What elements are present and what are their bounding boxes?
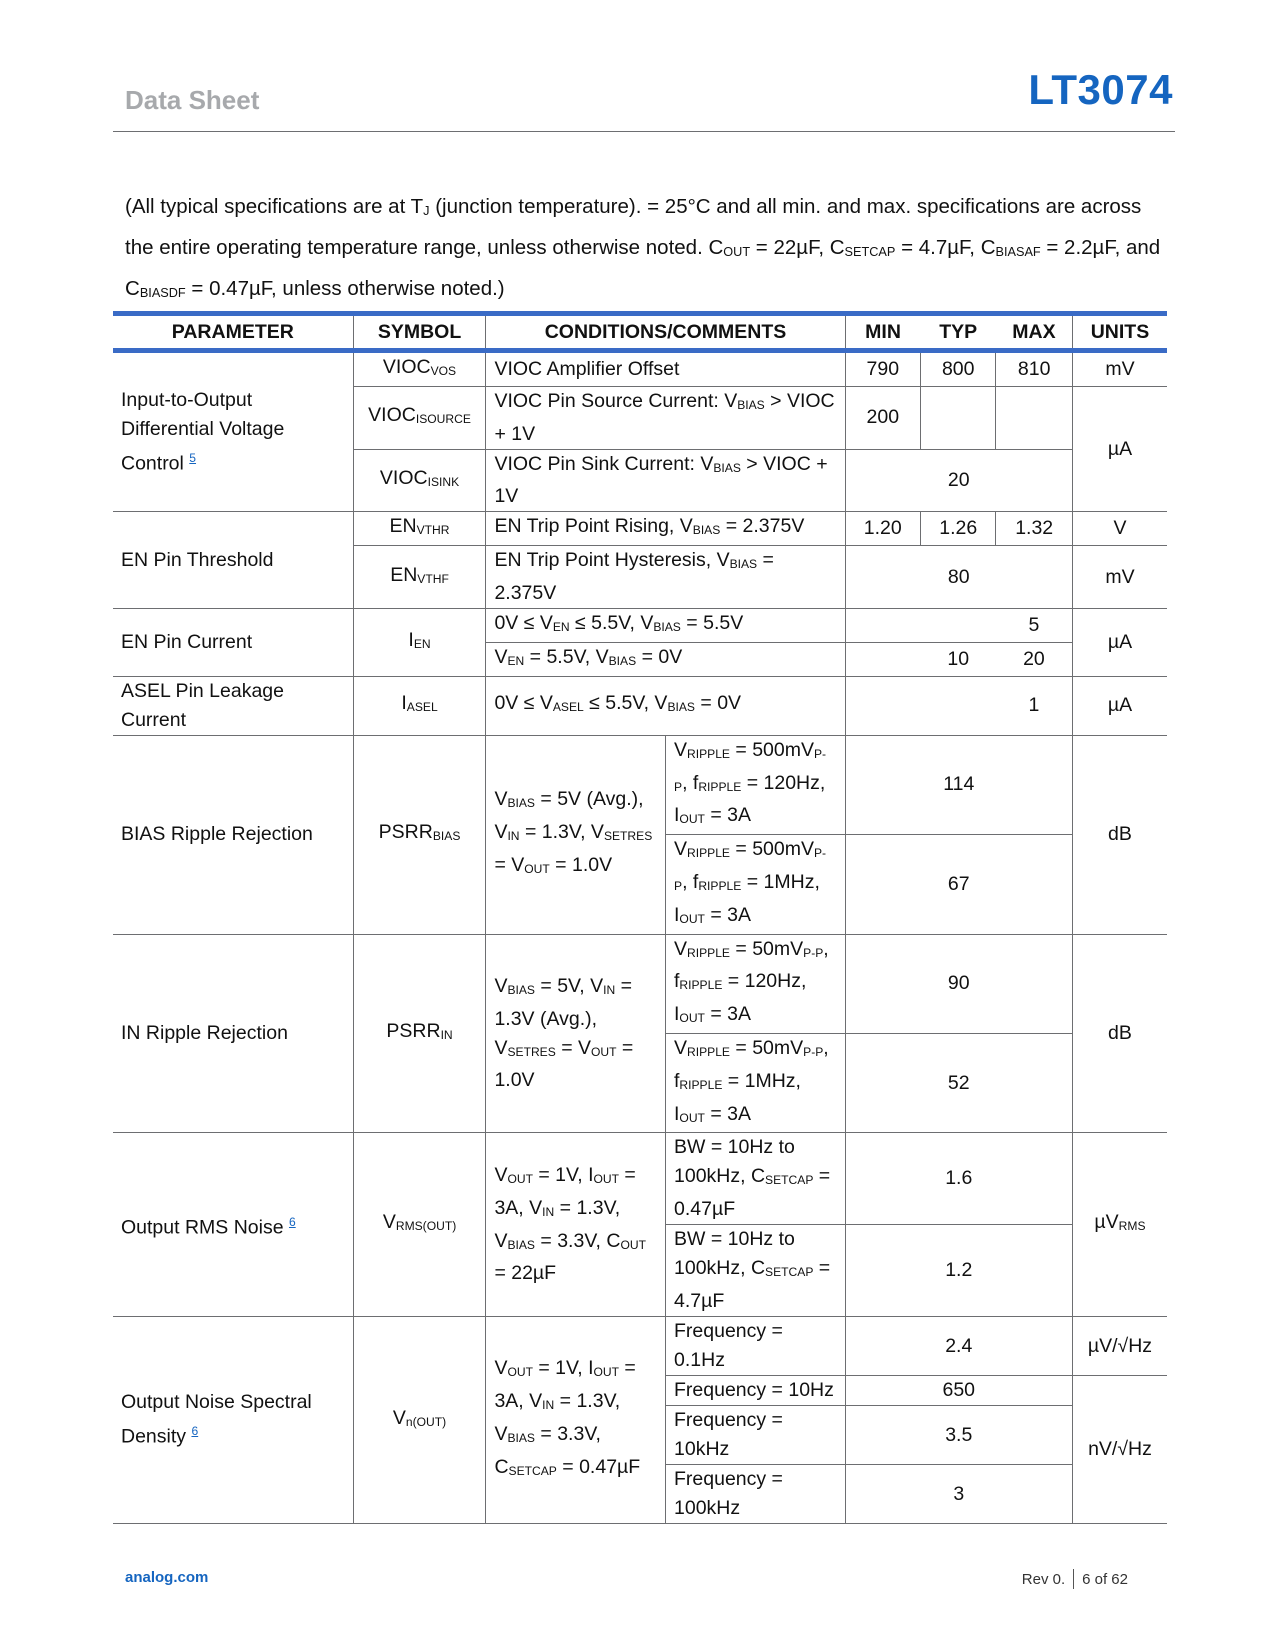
unit-cell: dB [1072, 735, 1167, 934]
subcondition-cell: $V_{RIPPLE} = 50mV_{P-P}$, $f_{RIPPLE} = 120Hz$, $I_{OUT} = 3A$ [666, 934, 846, 1033]
col-min: MIN [845, 314, 920, 351]
max-value: 1.32 [996, 512, 1073, 546]
typ-value: 1.2 [845, 1225, 1072, 1317]
param-bias-ripple: BIAS Ripple Rejection [113, 735, 353, 934]
table-row [113, 351, 1167, 387]
param-noise-density: Output Noise Spectral Density $^6$ [113, 1317, 353, 1524]
table-row [113, 934, 1167, 1033]
typ-value: 3 [845, 1465, 1072, 1524]
param-en-current: EN Pin Current [113, 609, 353, 677]
symbol-cell: $VIOC_{ISINK}$ [353, 449, 486, 512]
symbol-cell: $VIOC_{VOS}$ [353, 351, 486, 387]
symbol-cell: $I_{EN}$ [353, 609, 486, 677]
min-value: 790 [845, 351, 920, 387]
condition-cell: VIOC Amplifier Offset [486, 351, 845, 387]
typ-value [921, 386, 996, 449]
typ-value: 20 [845, 449, 1072, 512]
table-header-row [113, 314, 1167, 351]
symbol-cell: $EN_{VTHF}$ [353, 546, 486, 609]
subcondition-cell: $V_{RIPPLE} = 500mV_{P-P}$, $f_{RIPPLE} = 1MHz$, $I_{OUT} = 3A$ [666, 835, 846, 934]
typ-value: 1.6 [845, 1133, 1072, 1225]
symbol-cell: $PSRR_{BIAS}$ [353, 735, 486, 934]
footnote-link-6[interactable]: 6 [191, 1424, 199, 1439]
table-row [113, 676, 1167, 735]
col-max: MAX [996, 314, 1073, 351]
unit-cell: mV [1072, 351, 1167, 387]
table-row [113, 1317, 1167, 1376]
symbol-cell: $EN_{VTHR}$ [353, 512, 486, 546]
param-in-ripple: IN Ripple Rejection [113, 934, 353, 1133]
condition-cell: EN Trip Point Hysteresis, $V_{BIAS} = 2.375V$ [486, 546, 845, 609]
typ-value: 3.5 [845, 1406, 1072, 1465]
unit-cell: µV/√Hz [1072, 1317, 1167, 1376]
subcondition-cell: Frequency = 10kHz [666, 1406, 846, 1465]
symbol-cell: $I_{ASEL}$ [353, 676, 486, 735]
condition-cell: $V_{OUT} = 1V$, $I_{OUT} = 3A$, $V_{IN} = 1.3V$, $V_{BIAS} = 3.3V$, $C_{OUT} = 22\mu F$ [486, 1133, 666, 1317]
param-en-threshold: EN Pin Threshold [113, 512, 353, 609]
col-symbol: SYMBOL [353, 314, 486, 351]
condition-cell: EN Trip Point Rising, $V_{BIAS} = 2.375V$ [486, 512, 845, 546]
typ-value [921, 676, 996, 735]
max-value: 1 [996, 676, 1073, 735]
page-number: 6 of 62 [1082, 1571, 1128, 1588]
typ-value [921, 609, 996, 643]
param-rms-noise: Output RMS Noise $^6$ [113, 1133, 353, 1317]
subcondition-cell: BW = 10Hz to 100kHz, $C_{SETCAP} = 0.47\mu F$ [666, 1133, 846, 1225]
unit-cell: µA [1072, 676, 1167, 735]
subcondition-cell: Frequency = 10Hz [666, 1376, 846, 1406]
intro-paragraph: (All typical specifications are at $T_J$ (junction temperature). = 25°C and all min. and max. specifications are across the entire operating temperature range, unless otherwise noted. $C_{OUT} = 22\mu F$, $C_{SETCAP} = 4.7\mu F$, $C_{BIASAF} = 2.2\mu F$, and $C_{BIASDF} = 0.47\mu F$, unless otherwise noted.) [125, 195, 1161, 300]
subcondition-cell: Frequency = 100kHz [666, 1465, 846, 1524]
typ-value: 90 [845, 934, 1072, 1033]
subcondition-cell: $V_{RIPPLE} = 500mV_{P-P}$, $f_{RIPPLE} = 120Hz$, $I_{OUT} = 3A$ [666, 735, 846, 834]
table-row [113, 512, 1167, 546]
typ-value: 650 [845, 1376, 1072, 1406]
typ-value: 67 [845, 835, 1072, 934]
typ-value: 1.26 [921, 512, 996, 546]
symbol-cell: $PSRR_{IN}$ [353, 934, 486, 1133]
table-row [113, 1133, 1167, 1225]
unit-cell: mV [1072, 546, 1167, 609]
typ-value: 52 [845, 1034, 1072, 1133]
max-value [996, 386, 1073, 449]
header-divider [113, 131, 1175, 132]
col-units: UNITS [1072, 314, 1167, 351]
footer-website-link[interactable]: analog.com [125, 1569, 209, 1586]
table-row [113, 609, 1167, 643]
condition-cell: $0V \le V_{EN} \le 5.5V$, $V_{BIAS} = 5.5V$ [486, 609, 845, 643]
col-parameter: PARAMETER [113, 314, 353, 351]
typ-value: 80 [845, 546, 1072, 609]
min-value [845, 609, 920, 643]
max-value: 5 [996, 609, 1073, 643]
revision: Rev 0. [1021, 1571, 1066, 1588]
min-value: 1.20 [845, 512, 920, 546]
max-value: 20 [996, 642, 1073, 676]
max-value: 810 [996, 351, 1073, 387]
min-value [845, 642, 920, 676]
unit-cell: nV/√Hz [1072, 1376, 1167, 1524]
subcondition-cell: BW = 10Hz to 100kHz, $C_{SETCAP} = 4.7\mu F$ [666, 1225, 846, 1317]
param-vioc: Input-to-Output Differential Voltage Control $^5$ [113, 351, 353, 512]
header-part-number: LT3074 [1028, 66, 1173, 113]
condition-cell: VIOC Pin Sink Current: $V_{BIAS}$ > VIOC + 1V [486, 449, 845, 512]
typ-value: 10 [921, 642, 996, 676]
spec-table [113, 311, 1167, 1524]
subcondition-cell: Frequency = 0.1Hz [666, 1317, 846, 1376]
condition-cell: $0V \le V_{ASEL} \le 5.5V$, $V_{BIAS} = 0V$ [486, 676, 845, 735]
condition-cell: $V_{OUT} = 1V$, $I_{OUT} = 3A$, $V_{IN} = 1.3V$, $V_{BIAS} = 3.3V$, $C_{SETCAP} = 0.47\mu F$ [486, 1317, 666, 1524]
unit-cell: µA [1072, 386, 1167, 512]
condition-cell: $V_{BIAS} = 5V$, $V_{IN} = 1.3V$ (Avg.), $V_{SETRES} = V_{OUT} = 1.0V$ [486, 934, 666, 1133]
symbol-cell: $V_{n(OUT)}$ [353, 1317, 486, 1524]
header-doc-type: Data Sheet [125, 85, 260, 115]
footer-page-info [1022, 1569, 1128, 1589]
footnote-link-6[interactable]: 6 [288, 1214, 296, 1229]
unit-cell: V [1072, 512, 1167, 546]
symbol-cell: $VIOC_{ISOURCE}$ [353, 386, 486, 449]
typ-value: 114 [845, 735, 1072, 834]
condition-cell: VIOC Pin Source Current: $V_{BIAS}$ > VIOC + 1V [486, 386, 845, 449]
footer-separator [1073, 1569, 1074, 1589]
min-value: 200 [845, 386, 920, 449]
condition-cell: $V_{BIAS} = 5V$ (Avg.), $V_{IN} = 1.3V$, $V_{SETRES} = V_{OUT} = 1.0V$ [486, 735, 666, 934]
unit-cell: µV$_{RMS}$ [1072, 1133, 1167, 1317]
param-asel: ASEL Pin Leakage Current [113, 676, 353, 735]
footnote-link-5[interactable]: 5 [189, 450, 197, 465]
typ-value: 2.4 [845, 1317, 1072, 1376]
unit-cell: dB [1072, 934, 1167, 1133]
condition-cell: $V_{EN} = 5.5V$, $V_{BIAS} = 0V$ [486, 642, 845, 676]
col-conditions: CONDITIONS/COMMENTS [486, 314, 845, 351]
table-row [113, 735, 1167, 834]
unit-cell: µA [1072, 609, 1167, 677]
symbol-cell: $V_{RMS(OUT)}$ [353, 1133, 486, 1317]
subcondition-cell: $V_{RIPPLE} = 50mV_{P-P}$, $f_{RIPPLE} = 1MHz$, $I_{OUT} = 3A$ [666, 1034, 846, 1133]
min-value [845, 676, 920, 735]
col-typ: TYP [921, 314, 996, 351]
typ-value: 800 [921, 351, 996, 387]
